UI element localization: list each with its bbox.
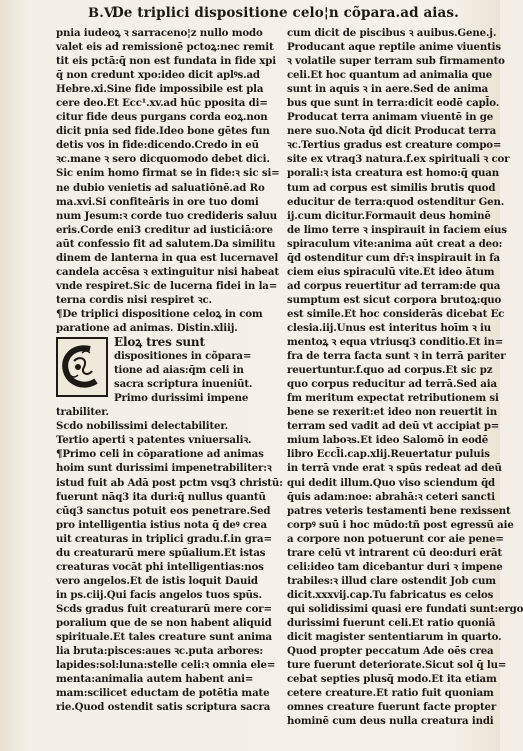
text-line: in terrā vnde erat ꝛ spūs redeat ad deū xyxy=(287,462,502,475)
text-line: trabiles:ꝛ illud clare ostendit Job cum xyxy=(287,574,496,587)
text-line: trare celū vt intrarent cū deo:duri erāt xyxy=(287,546,502,559)
text-line: poralium que de se non habent aliquid xyxy=(56,616,272,629)
text-line: candela accēsa ꝛ extinguitur nisi habeat xyxy=(56,265,279,278)
text-line: ciem eius spiraculū vite.Et ideo ātum xyxy=(287,265,495,278)
text-line: hoim sunt durissimi impenetrabiliter:ꝛ xyxy=(56,462,272,475)
text-line: du creaturarū mere spūalium.Et istas xyxy=(56,546,266,559)
text-line: spirituale.Et tales creature sunt anima xyxy=(56,631,272,644)
text-line: sacra scriptura inueniūt. xyxy=(114,378,253,391)
text-line: Tertio aperti ꝛ patentes vniuersaliꝛ. xyxy=(56,434,252,447)
text-line: tum ad corpus est similis brutis quod xyxy=(287,181,496,194)
text-line: site ex vtraq3 natura.f.ex spirituali ꝛ cor xyxy=(287,153,510,166)
text-line: lia bruta:pisces:aues ꝛc.puta arbores: xyxy=(56,645,264,658)
text-line: fuerunt nāq3 ita duri:q̄ nullus quantū xyxy=(56,490,266,503)
text-line: spiraculum vite:anima aūt creat a deo: xyxy=(287,237,503,250)
text-line: clesia.iij.Unus est interitus hoīm ꝛ iu xyxy=(287,321,492,334)
text-line: citur fide deus purgans corda eoꝝ.non xyxy=(56,111,268,124)
text-line: terna cordis nisi respiret ꝛc. xyxy=(56,293,212,306)
text-line: terram sed vadit ad deū vt accipiat p= xyxy=(287,420,500,433)
section-letter: B.V. xyxy=(88,6,117,21)
text-line: sumptum est sicut corpora brutoꝝ:quo xyxy=(287,293,502,306)
text-line: q̄uis adam:noe: abrahā:ꝛ ceteri sancti xyxy=(287,490,496,503)
text-line: dicit pnia sed fide.Ideo bone gētes fun xyxy=(56,125,270,138)
text-line: num Jesum:ꝛ corde tuo credideris saluu xyxy=(56,209,277,222)
text-line: tione ad aias:q̄m celi in xyxy=(114,364,244,377)
text-line: durissimi fuerunt celi.Et ratio quoniā xyxy=(287,616,496,629)
text-line: vnde respiret.Sic de lucerna fidei in la= xyxy=(56,279,278,292)
text-line: qui dedit illum.Quo viso sciendum q̄d xyxy=(287,476,496,489)
decorated-initial-c xyxy=(56,337,108,397)
text-line: fm meritum expectat retributionem si xyxy=(287,392,499,405)
text-line: vero angelos.Et de istis loquit Dauid xyxy=(56,574,258,587)
text-line: cebat septies plusq̄ modo.Et ita etiam xyxy=(287,673,497,686)
text-line: dinem de lanterna in qua est lucernavel xyxy=(56,251,279,264)
text-line: porali:ꝛ ista creatura est homo:q̄ quan xyxy=(287,167,500,180)
floral-ornament-icon xyxy=(60,341,102,391)
text-line: sunt in aquis ꝛ in aere.Sed de anima xyxy=(287,83,489,96)
text-line: cere deo.Et Ecc¹.xv.ad hūc pposita di= xyxy=(56,97,268,110)
text-line: a corpore non potuerunt cor aie pene= xyxy=(287,532,504,545)
text-line: Hebre.xi.Sine fide impossibile est pla xyxy=(56,83,264,96)
text-line: bus que sunt in terra:dicit eodē capl̄o. xyxy=(287,97,500,110)
text-line: patres veteris testamenti bene rexissent xyxy=(287,504,511,517)
text-line: celi.Et hoc quantum ad animalia que xyxy=(287,69,493,82)
text-line: trabiliter. xyxy=(56,406,109,419)
text-line: quo corpus reducitur ad terrā.Sed aia xyxy=(287,378,497,391)
text-line: tit eis pctā:q̄ non est fundata in fide xpi xyxy=(56,55,276,68)
text-line: ma.xvi.Si confiteāris in ore tuo domi xyxy=(56,195,259,208)
text-line: creaturas vocāt phi intelligentias:nos xyxy=(56,560,264,573)
text-line: pnia iudeoꝝ ꝛ sarraceno¦z nullo modo xyxy=(56,27,263,39)
text-line: cum dicit de piscibus ꝛ auibus.Gene.j. xyxy=(287,27,497,39)
text-line: nere suo.Nota q̄d dicit Producat terra xyxy=(287,125,497,138)
text-line: ꝛc.Tertius gradus est creature compo= xyxy=(287,139,502,152)
text-line: qui solidissimi quasi ere fundati sunt:ergo xyxy=(287,602,523,615)
text-line: celi:ideo tam dicebantur duri ꝛ impene xyxy=(287,560,503,573)
text-line: valet eis ad remissionē pctoꝝ:nec remit xyxy=(56,41,274,54)
text-line: cetere creature.Et ratio fuit quoniam xyxy=(287,687,494,700)
text-line: pro intelligentia istius nota q̄ deꝰ crea xyxy=(56,518,267,531)
text-line: in ps.ciij.Qui facis angelos tuos spūs. xyxy=(56,588,262,601)
text-line: ꝛ volatile super terram sub firmamento xyxy=(287,55,505,68)
text-line: dispositiones in cõpara= xyxy=(114,350,252,363)
text-line: ad corpus reuertitur ad terram:de qua xyxy=(287,279,501,292)
text-line: reuertuntur.f.quo ad corpus.Et sic pz xyxy=(287,364,493,377)
text-line: libro Eccl̄i.cap.xlij.Reuertatur puluis xyxy=(287,448,490,461)
text-line: ꝛc.mane ꝛ sero dicquomodo debet dici. xyxy=(56,153,270,166)
text-line: mentoꝝ ꝛ equa vtriusq3 conditio.Et in= xyxy=(287,336,504,349)
text-line: de limo terre ꝛ inspirauit in faciem eius xyxy=(287,223,507,236)
text-line: Eloꝝ tres sunt xyxy=(114,335,205,350)
running-head-title: De triplici dispositione celo¦n cõpara.ad aias. xyxy=(112,5,459,21)
text-line: Scds gradus fuit creaturarū mere cor= xyxy=(56,602,272,615)
initial-paragraph xyxy=(56,335,278,419)
text-line: istud fuit ab Adā post pctm vsq3 christū: xyxy=(56,476,283,489)
text-line: Sic enim homo firmat se in fide:ꝛ sic si= xyxy=(56,167,280,180)
section-heading: ¶De triplici dispositione celoꝝ in com xyxy=(56,307,263,320)
text-line: uit creaturas in triplici gradu.f.in gra= xyxy=(56,532,272,545)
text-line: ¶Primo celi in cōparatione ad animas xyxy=(56,448,264,461)
text-line: hominē cum deus nulla creatura indi xyxy=(287,715,494,728)
text-line: eris.Corde eni3 creditur ad iusticiā:ore xyxy=(56,223,273,236)
text-line: educitur de terra:quod ostenditur Gen. xyxy=(287,195,505,208)
text-line: mam:scilicet eductam de potētia mate xyxy=(56,687,270,700)
text-line: menta:animalia autem habent ani= xyxy=(56,673,254,686)
text-line: bene se rexerit:et ideo non reuertit in xyxy=(287,406,497,419)
text-line: omnes creature fuerunt facte propter xyxy=(287,701,497,714)
text-line: mium laboꝛs.Et ideo Salomō in eodē xyxy=(287,434,489,447)
text-line: q̄d ostenditur cum dr̄:ꝛ inspirauit in fa xyxy=(287,251,500,264)
text-line: Primo durissimi impene xyxy=(114,392,249,405)
text-line: est simile.Et hoc considerās dicebat Ec xyxy=(287,307,505,320)
text-line: aūt confessio fit ad salutem.Da similitu xyxy=(56,237,276,250)
text-line: lapides:sol:luna:stelle celi:ꝛ omnia ele= xyxy=(56,659,276,672)
text-line: Producat terra animam viuentē in ge xyxy=(287,111,494,124)
text-line: Quod propter peccatum Ade oēs crea xyxy=(287,645,494,658)
text-line: Scdo nobilissimi delectabiliter. xyxy=(56,420,229,433)
text-line: ture fuerunt deteriorate.Sicut sol q̄ lu= xyxy=(287,659,507,672)
text-line: dicit.xxxvij.cap.Tu fabricatus es celos xyxy=(287,588,494,601)
text-line: fra de terra facta sunt ꝛ in terrā pariter xyxy=(287,350,506,363)
text-line: rie.Quod ostendit satis scriptura sacra xyxy=(56,701,271,714)
text-line: detis vos in fide:dicendo.Credo in eū xyxy=(56,139,259,152)
text-line: ne dubio venietis ad saluatiōnē.ad Ro xyxy=(56,181,265,194)
running-head xyxy=(112,5,459,21)
text-line: Producant aque reptile anime viuentis xyxy=(287,41,501,54)
left-column xyxy=(56,26,283,714)
section-heading: paratione ad animas. Distin.xliij. xyxy=(56,321,238,334)
text-line: ij.cum dicitur.Formauit deus hominē xyxy=(287,209,491,222)
text-line: dicit magister sententiarum in quarto. xyxy=(287,631,502,644)
right-column xyxy=(287,26,523,728)
text-line: corpꝰ suū i hoc mūdo:tñ post egressū aie xyxy=(287,518,514,531)
text-line: q̄ non credunt xpo:ideo dicit aplꝰs.ad xyxy=(56,69,260,82)
text-line: cūq3 sanctus potuit eos penetrare.Sed xyxy=(56,504,271,517)
